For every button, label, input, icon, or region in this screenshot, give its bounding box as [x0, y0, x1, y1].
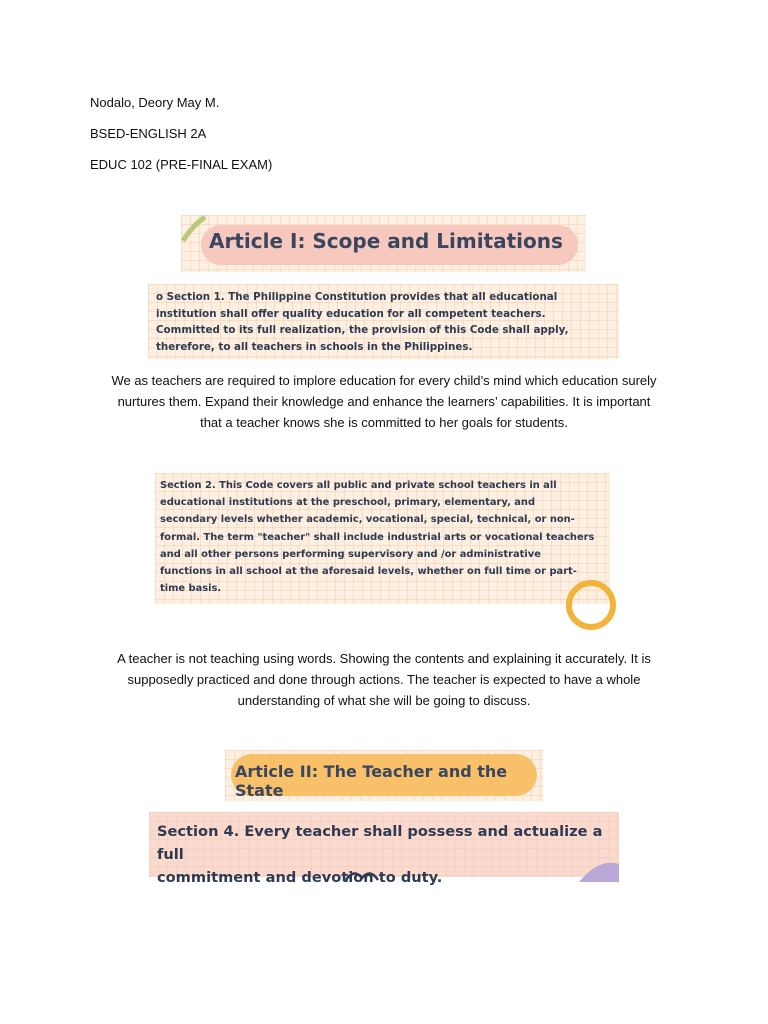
course-section: BSED-ENGLISH 2A: [90, 126, 207, 141]
section1-text: [156, 289, 569, 355]
section2-line: and all other persons performing supervisory and /or administrative: [160, 548, 541, 560]
reflection2-line: understanding of what she will be going to discuss.: [237, 693, 531, 708]
reflection2-line: A teacher is not teaching using words. Showing the contents and explaining it accurately. It is: [117, 651, 651, 666]
article1-title-card: [181, 215, 586, 272]
section2-line: educational institutions at the preschool, primary, elementary, and: [160, 497, 536, 509]
reflection1-line: that a teacher knows she is committed to her goals for students.: [200, 415, 568, 430]
section1-line: therefore, to all teachers in schools in the Philippines.: [156, 340, 473, 353]
section2-text: [160, 477, 594, 597]
section4-line: commitment and devotion to duty.: [157, 869, 443, 886]
section2-line: Section 2. This Code covers all public and private school teachers in all: [160, 480, 557, 491]
section4-card: [149, 812, 619, 886]
section2-card: [155, 473, 610, 604]
reflection2-paragraph: [80, 648, 688, 711]
section4-line: Section 4. Every teacher shall possess and actualize a full: [157, 823, 603, 863]
reflection1-paragraph: [80, 370, 688, 433]
section2-line: functions in all school at the aforesaid levels, whether on full time or part-: [160, 566, 577, 578]
subject-title: EDUC 102 (PRE-FINAL EXAM): [90, 157, 273, 172]
section2-line: formal. The term "teacher" shall include industrial arts or vocational teachers: [160, 531, 595, 543]
article2-title: Article II: The Teacher and the State: [235, 762, 508, 800]
section1-line: o Section 1. The Philippine Constitution provides that all educational: [156, 291, 558, 303]
section1-line: institution shall offer quality education for all competent teachers.: [156, 307, 546, 320]
section1-line: Committed to its full realization, the provision of this Code shall apply,: [156, 324, 569, 336]
article1-title: Article I: Scope and Limitations: [209, 229, 563, 253]
section4-text: [157, 820, 619, 889]
section2-line: secondary levels whether academic, vocational, special, technical, or non-: [160, 514, 575, 526]
reflection2-line: supposedly practiced and done through actions. The teacher is expected to have a whole: [127, 672, 641, 687]
student-name: Nodalo, Deory May M.: [90, 95, 220, 110]
section1-card: [148, 284, 619, 359]
article2-title-card: [225, 750, 543, 801]
section2-line: time basis.: [160, 583, 222, 595]
reflection1-line: nurtures them. Expand their knowledge and enhance the learners’ capabilities. It is important: [117, 394, 651, 409]
reflection1-line: We as teachers are required to implore education for every child’s mind which education surely: [111, 373, 657, 388]
